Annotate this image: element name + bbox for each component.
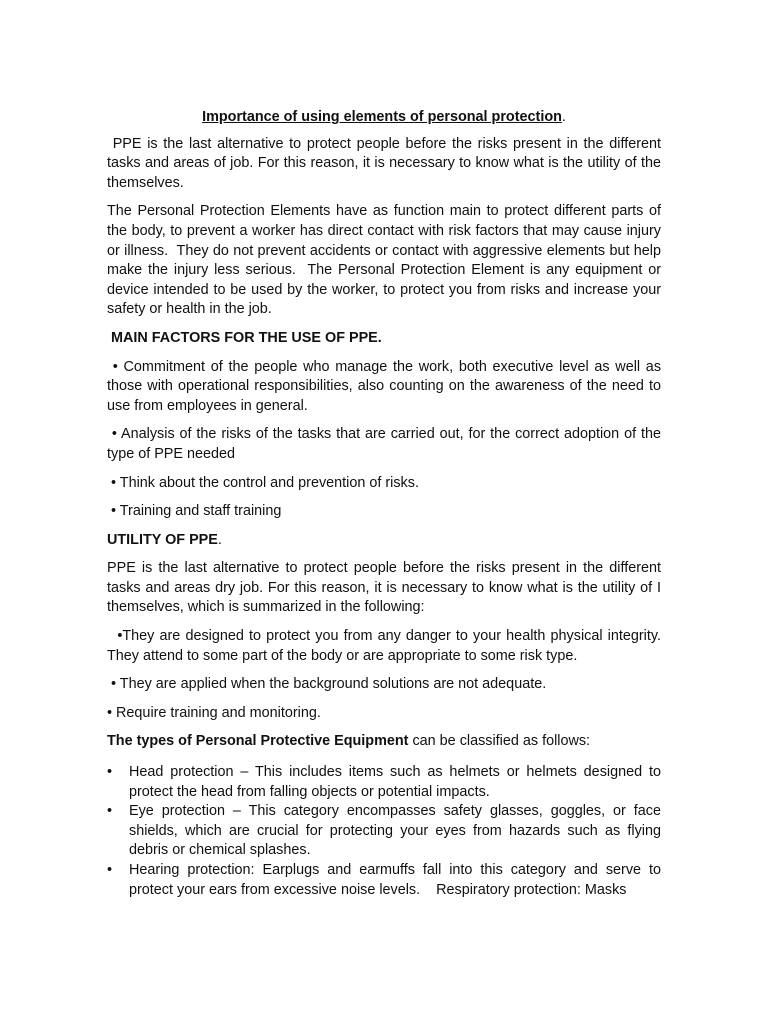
bullet-icon: •	[107, 764, 113, 781]
bullet-icon: •	[107, 862, 113, 878]
list-item	[107, 861, 665, 900]
main-factors-heading: MAIN FACTORS FOR THE USE OF PPE.	[107, 329, 382, 346]
list-item	[107, 763, 661, 802]
types-lead-bold: The types of Personal Protective Equipment	[107, 733, 409, 750]
intro-paragraph-2: The Personal Protection Elements have as function main to protect different parts of the body, to prevent a worker has direct contact with risk factors that may cause injury or illness. They do not prevent accidents or contact with aggressive elements but help make the injury less serious. The Personal Protection Element is any equipment or device intended to be used by the worker, to protect you from risks and increase your safety or health in the job.	[107, 203, 665, 318]
types-list	[107, 763, 665, 900]
list-item-text: Hearing protection: Earplugs and earmuffs fall into this category and serve to protect your ears from excessive noise levels. Respiratory protection: Masks	[129, 862, 665, 898]
title-period: .	[561, 109, 566, 125]
types-lead	[107, 732, 661, 752]
intro-paragraph-1: PPE is the last alternative to protect people before the risks present in the different tasks and areas of job. For this reason, it is necessary to know what is the utility of the themselves.	[107, 135, 665, 191]
main-factor-item: • Analysis of the risks of the tasks that are carried out, for the correct adoption of the type of PPE needed	[107, 426, 665, 462]
utility-item: • Require training and monitoring.	[107, 704, 321, 721]
types-lead-rest: can be classified as follows:	[408, 733, 591, 750]
utility-paragraph: PPE is the last alternative to protect people before the risks present in the different tasks and areas dry job. For this reason, it is necessary to know what is the utility of I themselves, which is summarized in the following:	[107, 560, 661, 616]
utility-heading-period: .	[217, 531, 222, 548]
list-item-text: Eye protection – This category encompasses safety glasses, goggles, or face shields, which are crucial for protecting your eyes from hazards such as flying debris or chemical splashes.	[129, 803, 661, 859]
list-item-text: Head protection – This includes items such as helmets or helmets designed to protect the head from falling objects or potential impacts.	[129, 764, 661, 800]
bullet-icon: •	[107, 803, 113, 820]
utility-item: •They are designed to protect you from any danger to your health physical integrity. They attend to some part of the body or are appropriate to some risk type.	[107, 628, 669, 664]
main-factor-item: • Think about the control and prevention of risks.	[107, 474, 419, 491]
utility-item: • They are applied when the background solutions are not adequate.	[107, 676, 547, 693]
main-factor-item: • Training and staff training	[107, 503, 282, 520]
utility-heading	[107, 531, 661, 551]
utility-heading-text: UTILITY OF PPE	[107, 531, 218, 548]
document-title	[107, 108, 661, 128]
list-item	[107, 802, 661, 861]
title-text: Importance of using elements of personal protection	[202, 109, 562, 125]
main-factor-item: • Commitment of the people who manage the work, both executive level as well as those with operational responsibilities, also counting on the awareness of the need to use from employees in general.	[107, 358, 666, 414]
